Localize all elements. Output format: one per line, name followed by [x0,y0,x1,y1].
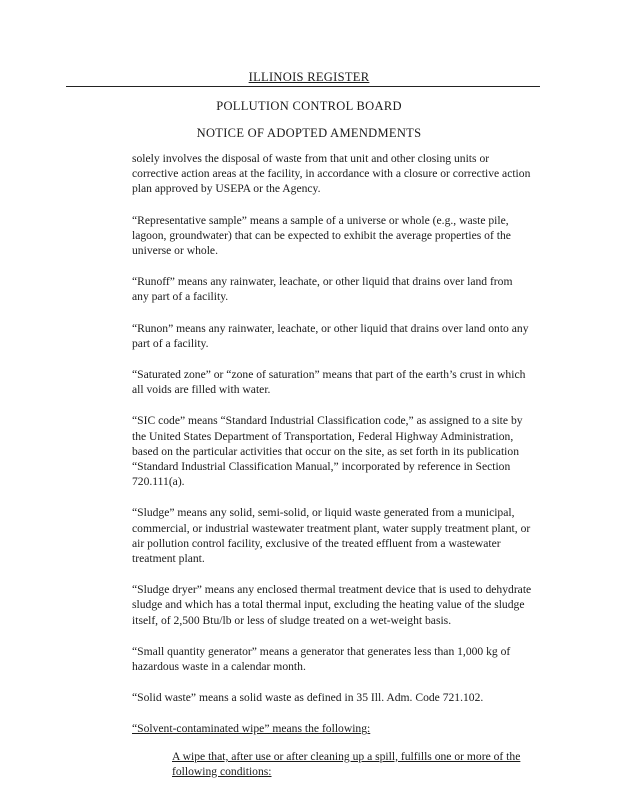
definition-saturated-zone: “Saturated zone” or “zone of saturation” means that part of the earth’s crust in which all voids are filled with water. [132,368,526,397]
notice-title: NOTICE OF ADOPTED AMENDMENTS [196,126,422,140]
register-title-text: ILLINOIS REGISTER [243,70,376,84]
header-rule [66,86,540,87]
definition-runoff: “Runoff” means any rainwater, leachate, or other liquid that drains over land from any part of a facility. [132,275,513,304]
wipe-subparagraph: A wipe that, after use or after cleaning up a spill, fulfills one or more of the following conditions: [172,749,521,778]
definition-solid-waste: “Solid waste” means a solid waste as defined in 35 Ill. Adm. Code 721.102. [132,691,484,705]
definition-solvent-contaminated-wipe: “Solvent-contaminated wipe” means the following: [132,722,371,736]
document-body [132,151,532,795]
definition-representative-sample: “Representative sample” means a sample of a universe or whole (e.g., waste pile, lagoon, groundwater) that can be expected to exhibit the average properties of the universe or whole. [132,213,511,258]
register-title [0,70,618,85]
definition-sludge: “Sludge” means any solid, semi-solid, or liquid waste generated from a municipal, commercial, or industrial wastewater treatment plant, water supply treatment plant, or air pollution control facility, exclusive of the treated effluent from a wastewater treatment plant. [132,506,531,566]
definition-sic-code: “SIC code” means “Standard Industrial Classification code,” as assigned to a site by the United States Department of Transportation, Federal Highway Administration, based on the particular activities that occur on the site, as set forth in its publication “Standard Industrial Classification Manual,” incorporated by reference in Section 720.111(a). [132,414,523,489]
definition-runon: “Runon” means any rainwater, leachate, or other liquid that drains over land onto any part of a facility. [132,321,529,350]
definition-small-quantity-generator: “Small quantity generator” means a generator that generates less than 1,000 kg of hazardous waste in a calendar month. [132,644,511,674]
paragraph-continuation: solely involves the disposal of waste from that unit and other closing units or corrective action areas at the facility, in accordance with a closure or corrective action plan approved by USEPA or the Agency. [132,152,531,196]
board-title: POLLUTION CONTROL BOARD [216,99,402,113]
definition-sludge-dryer: “Sludge dryer” means any enclosed thermal treatment device that is used to dehydrate sludge and which has a total thermal input, excluding the heating value of the sludge itself, of 2,500 Btu/lb or less of sludge treated on a wet-weight basis. [132,583,532,627]
